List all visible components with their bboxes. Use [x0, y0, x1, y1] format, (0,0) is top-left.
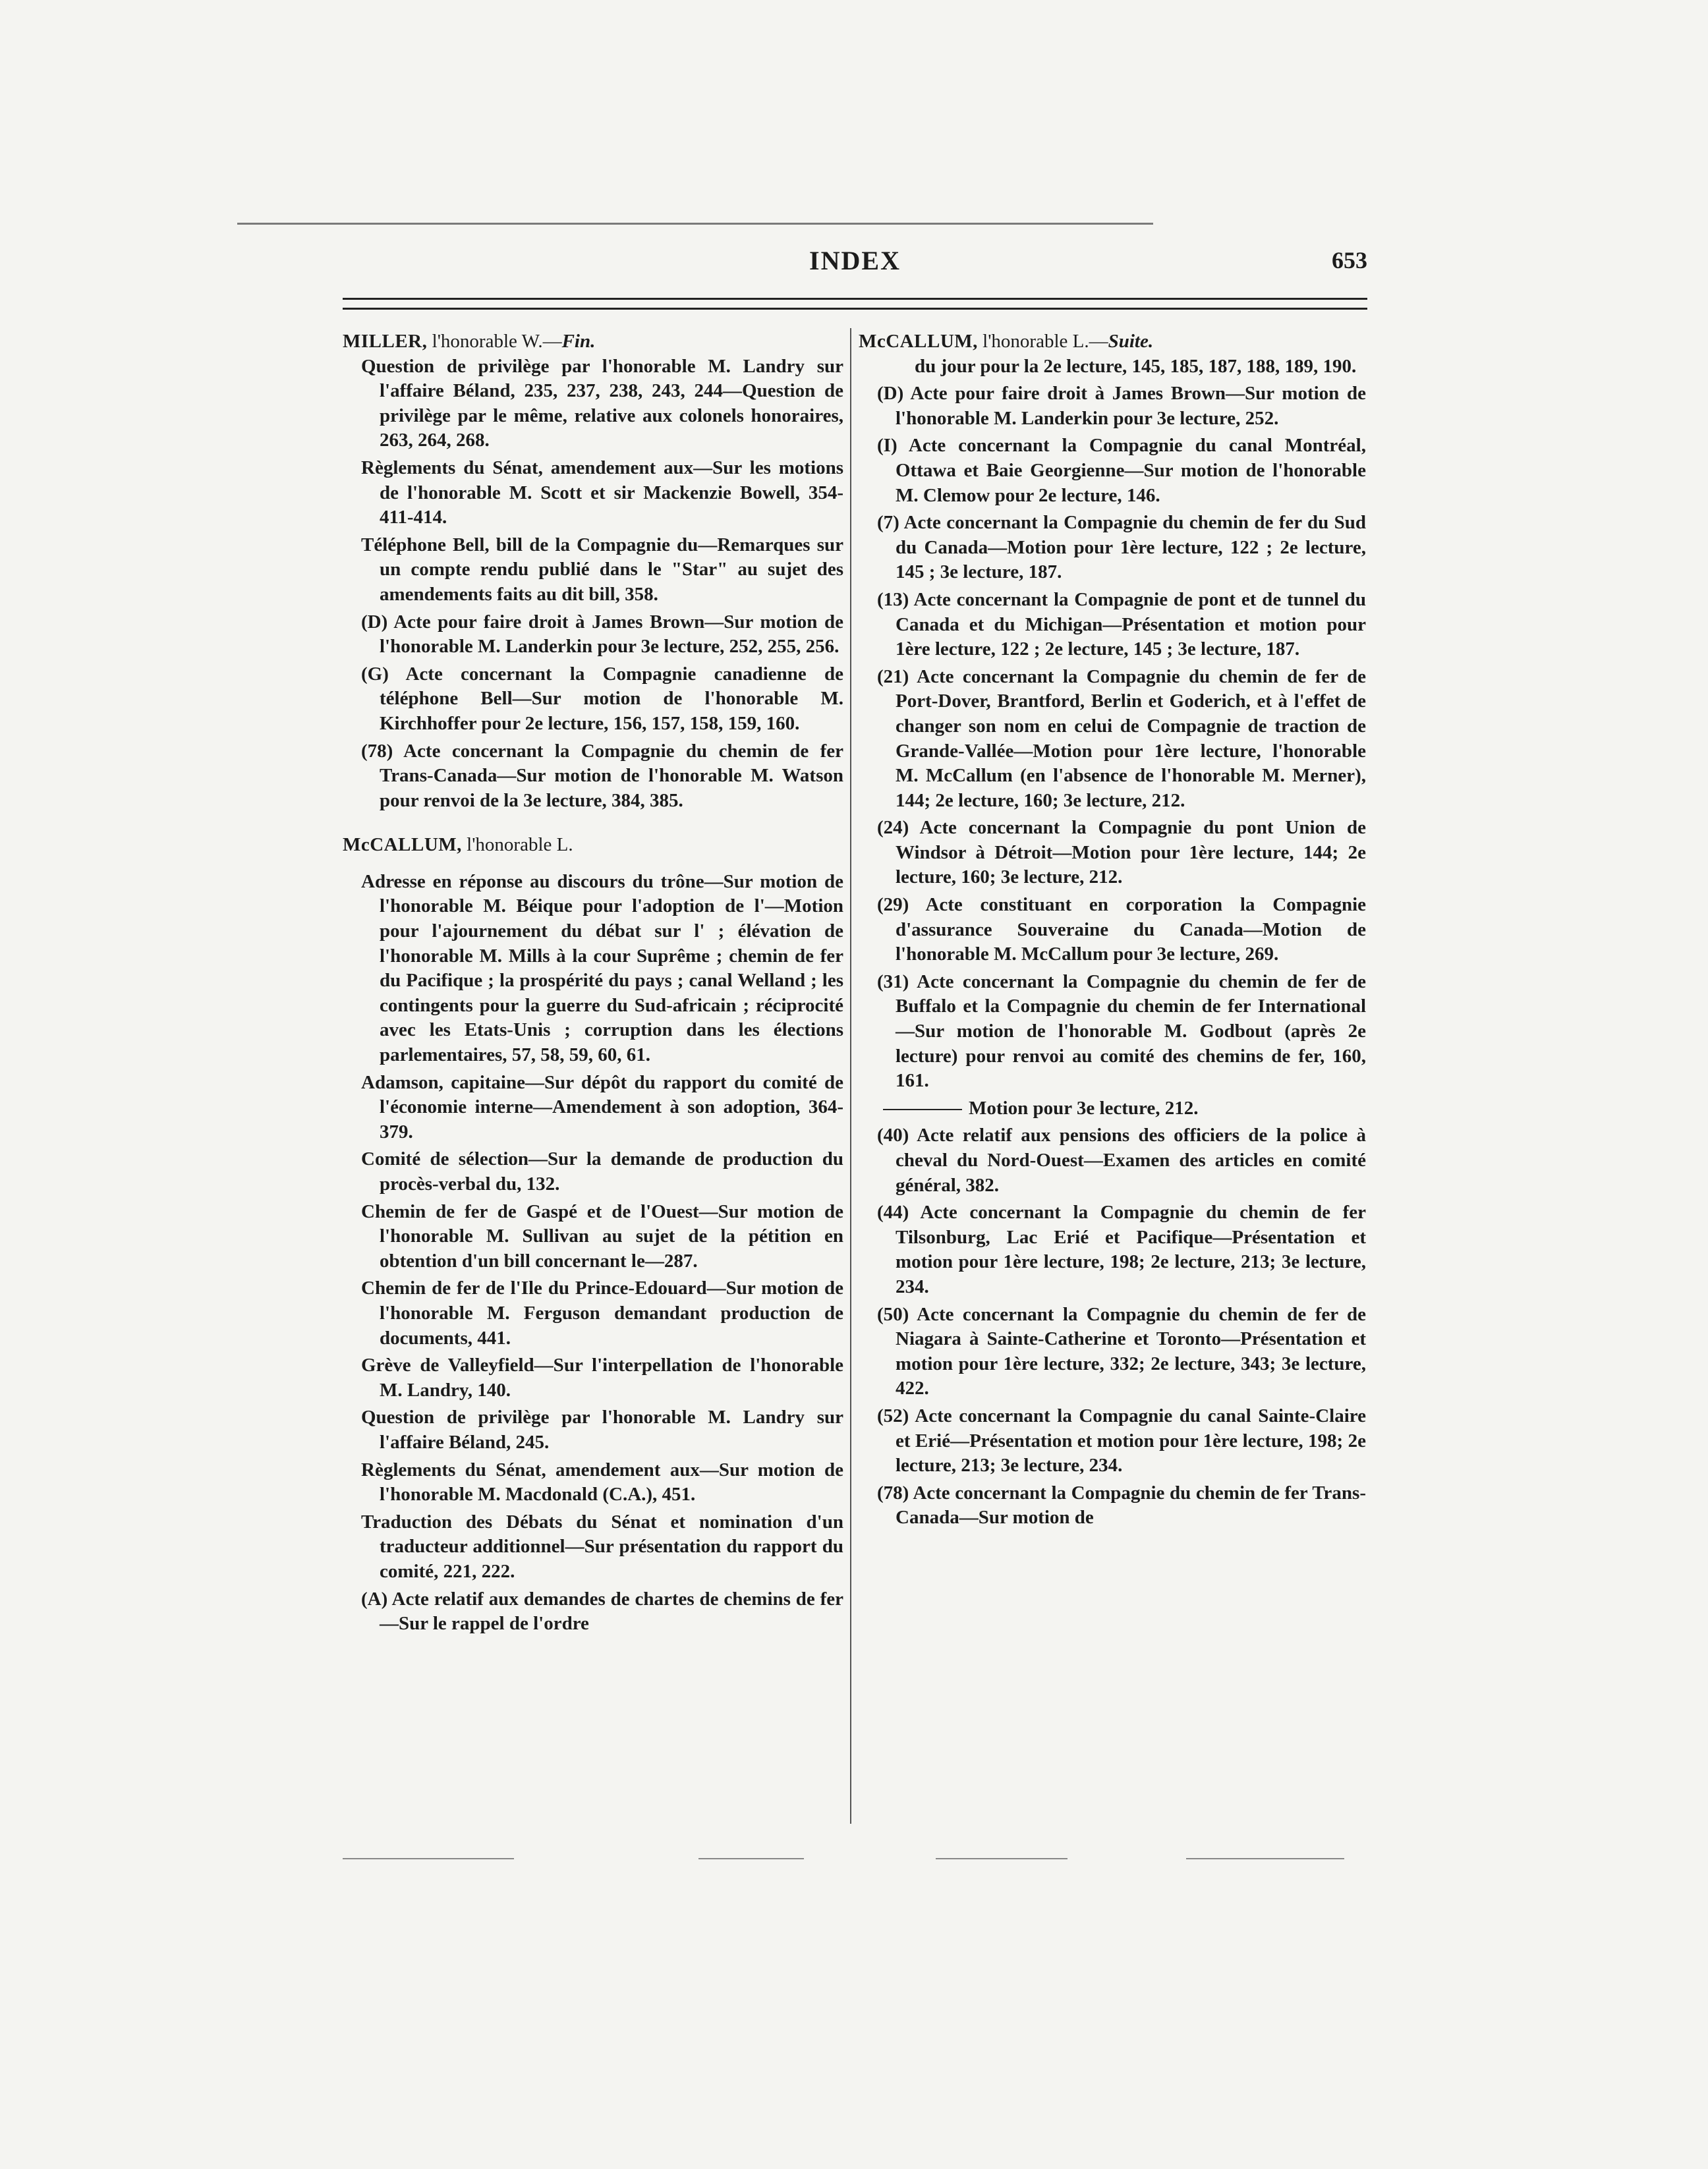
index-entry: (G) Acte concernant la Compagnie canadienne de téléphone Bell—Sur motion de l'honorable M. Kirchhoffer pour 2e lecture, 156, 157, 158, 159, 160. — [361, 663, 843, 734]
index-heading-miller — [343, 329, 843, 354]
index-entry-dash — [859, 1096, 1366, 1121]
index-entry: Traduction des Débats du Sénat et nomination d'un traducteur additionnel—Sur présentation du rapport du comité, 221, 222. — [361, 1511, 843, 1582]
index-entry: (52) Acte concernant la Compagnie du canal Sainte-Claire et Erié—Présentation et motion pour 1ère lecture, 198; 2e lecture, 213; 3e lecture, 234. — [877, 1405, 1366, 1477]
index-entry: (7) Acte concernant la Compagnie du chemin de fer du Sud du Canada—Motion pour 1ère lecture, 122 ; 2e lecture, 145 ; 3e lecture, 187. — [877, 512, 1366, 583]
index-entry: (29) Acte constituant en corporation la Compagnie d'assurance Souveraine du Canada—Motion de l'honorable M. McCallum pour 3e lecture, 269. — [877, 894, 1366, 965]
dash-entry-text: Motion pour 3e lecture, 212. — [969, 1097, 1199, 1119]
index-entry: (24) Acte concernant la Compagnie du pont Union de Windsor à Détroit—Motion pour 1ère lecture, 144; 2e lecture, 160; 3e lecture, 212. — [877, 817, 1366, 888]
top-scan-rule — [237, 223, 1153, 225]
index-entry: Chemin de fer de Gaspé et de l'Ouest—Sur motion de l'honorable M. Sullivan au sujet de la pétition en obtention d'un bill concernant le—287. — [361, 1200, 843, 1272]
index-entry: (I) Acte concernant la Compagnie du canal Montréal, Ottawa et Baie Georgienne—Sur motion de l'honorable M. Clemow pour 2e lecture, 146. — [877, 435, 1366, 506]
index-entry: (78) Acte concernant la Compagnie du chemin de fer Trans-Canada—Sur motion de l'honorable M. Watson pour renvoi de la 3e lecture, 384, 385. — [361, 740, 843, 811]
index-entry: (78) Acte concernant la Compagnie du chemin de fer Trans-Canada—Sur motion de — [877, 1482, 1366, 1529]
header-double-rule — [343, 298, 1367, 310]
index-heading-mccallum — [343, 833, 843, 858]
index-entry: Règlements du Sénat, amendement aux—Sur motion de l'honorable M. Macdonald (C.A.), 451. — [361, 1459, 843, 1506]
index-heading-mccallum-cont — [859, 329, 1366, 354]
left-column — [343, 329, 843, 1639]
heading-honorific: l'honorable L.— — [982, 331, 1108, 352]
heading-suffix: Suite. — [1108, 331, 1154, 352]
heading-name: McCALLUM, — [343, 834, 462, 856]
index-entry: (44) Acte concernant la Compagnie du chemin de fer Tilsonburg, Lac Erié et Pacifique—Présentation et motion pour 1ère lecture, 198; 2e lecture, 213; 3e lecture, 234. — [877, 1202, 1366, 1297]
heading-honorific: l'honorable W.— — [432, 331, 562, 352]
index-entry: (31) Acte concernant la Compagnie du chemin de fer de Buffalo et la Compagnie du chemin de fer International—Sur motion de l'honorable M. Godbout (après 2e lecture) pour renvoi au comité des chemins de fer, 160, 161. — [877, 971, 1366, 1092]
section-gap — [343, 816, 843, 833]
index-entry: Règlements du Sénat, amendement aux—Sur les motions de l'honorable M. Scott et sir Mackenzie Bowell, 354-411-414. — [361, 457, 843, 528]
page-title: INDEX — [809, 246, 901, 275]
index-entry-continuation: du jour pour la 2e lecture, 145, 185, 187, 188, 189, 190. — [915, 355, 1357, 377]
bottom-scan-rule — [343, 1858, 514, 1859]
bottom-scan-rule — [1186, 1858, 1344, 1859]
index-entry: Comité de sélection—Sur la demande de production du procès-verbal du, 132. — [361, 1148, 843, 1195]
index-entry: Chemin de fer de l'Ile du Prince-Edouard—Sur motion de l'honorable M. Ferguson demandant production de documents, 441. — [361, 1278, 843, 1349]
index-entry: (40) Acte relatif aux pensions des officiers de la police à cheval du Nord-Ouest—Examen des articles en comité général, 382. — [877, 1125, 1366, 1196]
page-header — [343, 245, 1367, 285]
right-column — [859, 329, 1366, 1533]
index-entry: Grève de Valleyfield—Sur l'interpellation de l'honorable M. Landry, 140. — [361, 1355, 843, 1401]
bottom-scan-rule — [936, 1858, 1068, 1859]
index-entry: (21) Acte concernant la Compagnie du chemin de fer de Port-Dover, Brantford, Berlin et Goderich, et à l'effet de changer son nom en celui de Compagnie de traction de Grande-Vallée—Motion pour 1ère lecture, l'honorable M. McCallum (en l'absence de l'honorable M. Merner), 144; 2e lecture, 160; 3e lecture, 212. — [877, 665, 1366, 811]
column-divider — [850, 328, 851, 1824]
index-entry: (D) Acte pour faire droit à James Brown—Sur motion de l'honorable M. Landerkin pour 3e lecture, 252. — [877, 383, 1366, 429]
index-entry: Adamson, capitaine—Sur dépôt du rapport du comité de l'économie interne—Amendement à son adoption, 364-379. — [361, 1071, 843, 1142]
heading-honorific: l'honorable L. — [467, 834, 573, 856]
index-entry: (A) Acte relatif aux demandes de chartes de chemins de fer—Sur le rappel de l'ordre — [361, 1588, 843, 1635]
heading-name: McCALLUM, — [859, 331, 978, 352]
heading-spacer — [343, 858, 843, 870]
page-number: 653 — [1332, 247, 1367, 273]
bottom-scan-rule — [698, 1858, 804, 1859]
index-entry: (13) Acte concernant la Compagnie de pont et de tunnel du Canada et du Michigan—Présentation et motion pour 1ère lecture, 122 ; 2e lecture, 145 ; 3e lecture, 187. — [877, 588, 1366, 660]
index-entry: (50) Acte concernant la Compagnie du chemin de fer de Niagara à Sainte-Catherine et Toronto—Présentation et motion pour 1ère lecture, 332; 2e lecture, 343; 3e lecture, 422. — [877, 1303, 1366, 1399]
heading-suffix: Fin. — [561, 331, 596, 352]
index-entry: Adresse en réponse au discours du trône—Sur motion de l'honorable M. Béique pour l'adoption de l'—Motion pour l'ajournement du débat sur l' ; élévation de l'honorable M. Mills à la cour Suprême ; chemin de fer du Pacifique ; la prospérité du pays ; canal Welland ; les contingents pour la guerre du Sud-africain ; réciprocité avec les Etats-Unis ; corruption dans les élections parlementaires, 57, 58, 59, 60, 61. — [361, 870, 843, 1066]
heading-name: MILLER, — [343, 331, 428, 352]
index-entry: Question de privilège par l'honorable M. Landry sur l'affaire Béland, 245. — [361, 1407, 843, 1453]
index-entry: Téléphone Bell, bill de la Compagnie du—Remarques sur un compte rendu publié dans le "Star" au sujet des amendements faits au dit bill, 358. — [361, 534, 843, 605]
index-entry: Question de privilège par l'honorable M. Landry sur l'affaire Béland, 235, 237, 238, 243, 244—Question de privilège par le même, relative aux colonels honoraires, 263, 264, 268. — [361, 355, 843, 451]
repeat-dash — [883, 1109, 962, 1110]
index-entry: (D) Acte pour faire droit à James Brown—Sur motion de l'honorable M. Landerkin pour 3e lecture, 252, 255, 256. — [361, 611, 843, 658]
